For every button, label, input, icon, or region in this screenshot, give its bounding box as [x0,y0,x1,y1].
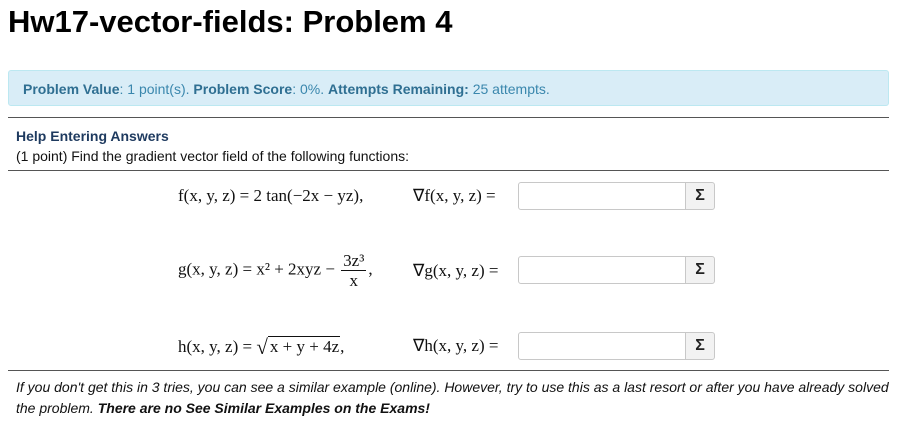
exam-warning-text: There are no See Similar Examples on the Exams! [97,400,430,416]
gradient-g-answer-input[interactable] [518,256,686,284]
problem-intro: (1 point) Find the gradient vector field of the following functions: [16,148,409,164]
gradient-g-equation-editor-button[interactable]: Σ [685,256,715,284]
problem-status-box [8,70,889,106]
function-h-definition [178,333,344,358]
function-f-definition: f(x, y, z) = 2 tan(−2x − yz), [178,186,364,205]
page-title: Hw17-vector-fields: Problem 4 [8,4,453,39]
divider [8,370,889,371]
help-entering-answers-link[interactable]: Help Entering Answers [16,128,169,144]
function-g-suffix: , [368,259,373,279]
function-h-suffix: , [340,337,345,356]
radicand: x + y + 4z [269,337,340,356]
gradient-h-answer-input[interactable] [518,332,686,360]
fraction-numerator: 3z³ [343,251,365,270]
problem-score-text: : 0%. [292,81,329,97]
gradient-f-answer-input[interactable] [518,182,686,210]
problem-score-label: Problem Score [193,81,293,97]
gradient-h-equation-editor-button[interactable]: Σ [685,332,715,360]
attempts-remaining-text: 25 attempts. [468,81,550,97]
function-g-definition [178,251,373,290]
problem-value-label: Problem Value [23,81,120,97]
function-h-prefix: h(x, y, z) = [178,337,253,356]
radical-sign: √ [256,335,268,359]
fraction [341,251,366,290]
divider [8,117,889,118]
gradient-h-label: ∇h(x, y, z) = [413,336,499,355]
function-g-prefix: g(x, y, z) = x² + 2xyz − [178,259,335,279]
gradient-g-label: ∇g(x, y, z) = [413,261,499,280]
attempts-remaining-label: Attempts Remaining: [328,81,469,97]
problem-value-text: : 1 point(s). [119,81,194,97]
similar-example-note [16,377,896,419]
divider [8,170,889,171]
fraction-denominator: x [349,271,358,290]
gradient-f-label: ∇f(x, y, z) = [413,186,496,205]
gradient-f-equation-editor-button[interactable]: Σ [685,182,715,210]
similar-example-note-text: If you don't get this in 3 tries, you can see a similar example (online). However, try to use this as a last resort or after you have already solved the problem. [16,379,889,416]
